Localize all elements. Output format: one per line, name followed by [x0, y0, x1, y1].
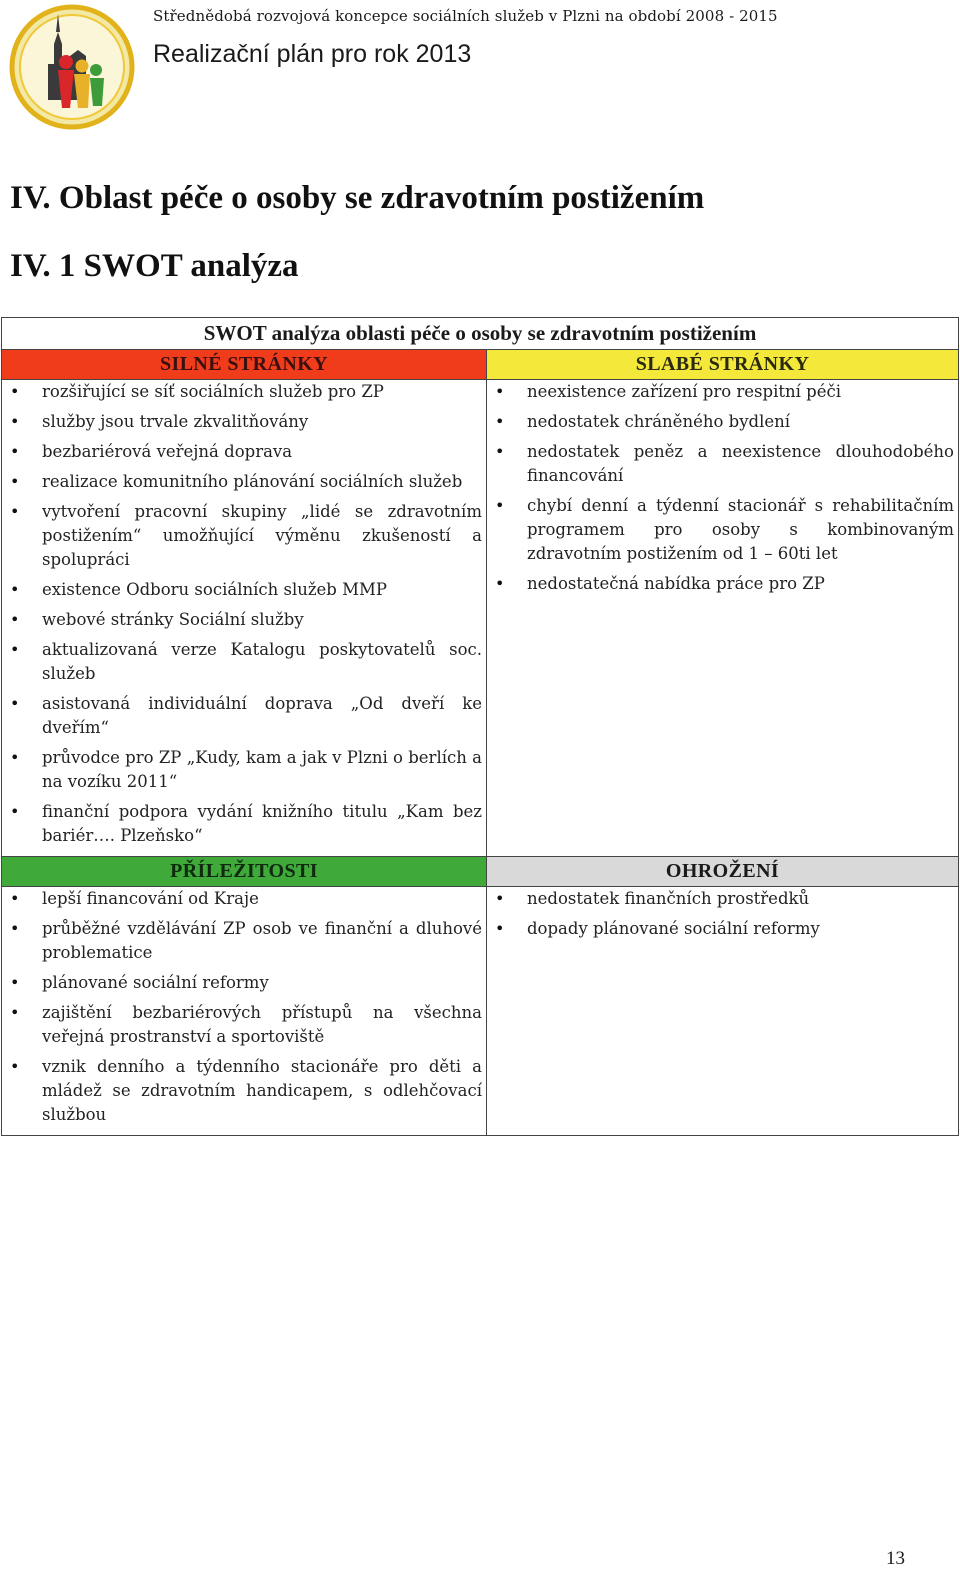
opportunity-item: • lepší financování od Kraje — [2, 887, 482, 911]
strength-item: • webové stránky Sociální služby — [2, 608, 482, 632]
subsection-title: IV. 1 SWOT analýza — [10, 248, 299, 284]
threat-item: • nedostatek finančních prostředků — [487, 887, 954, 911]
weaknesses-header: SLABÉ STRÁNKY — [487, 350, 959, 380]
strength-item: • finanční podpora vydání knižního titulu „Kam bez bariér…. Plzeňsko“ — [2, 800, 482, 848]
opportunity-item: • vznik denního a týdenního stacionáře pro děti a mládež se zdravotním handicapem, s odlehčovací službou — [2, 1055, 482, 1127]
weakness-item: • nedostatek chráněného bydlení — [487, 410, 954, 434]
weakness-item: • nedostatek peněz a neexistence dlouhodobého financování — [487, 440, 954, 488]
weakness-item: • neexistence zařízení pro respitní péči — [487, 380, 954, 404]
section-title: IV. Oblast péče o osoby se zdravotním postižením — [10, 180, 705, 216]
opportunities-cell — [2, 887, 487, 1136]
strength-item: • rozšiřující se síť sociálních služeb pro ZP — [2, 380, 482, 404]
threats-cell — [487, 887, 959, 1136]
opportunities-list — [2, 887, 486, 1135]
strengths-list — [2, 380, 486, 856]
strength-item: • průvodce pro ZP „Kudy, kam a jak v Plzni o berlích a na vozíku 2011“ — [2, 746, 482, 794]
strength-item: • bezbariérová veřejná doprava — [2, 440, 482, 464]
strengths-header: SILNÉ STRÁNKY — [2, 350, 487, 380]
strength-item: • realizace komunitního plánování sociálních služeb — [2, 470, 482, 494]
page-header — [0, 0, 960, 135]
weakness-item: • nedostatečná nabídka práce pro ZP — [487, 572, 954, 596]
weaknesses-cell — [487, 380, 959, 857]
threats-list — [487, 887, 958, 949]
swot-table — [1, 317, 959, 1136]
document-subtitle: Realizační plán pro rok 2013 — [153, 40, 472, 68]
city-logo — [8, 4, 136, 130]
opportunity-item: • průběžné vzdělávání ZP osob ve finanční a dluhové problematice — [2, 917, 482, 965]
strength-item: • aktualizovaná verze Katalogu poskytovatelů soc. služeb — [2, 638, 482, 686]
strength-item: • vytvoření pracovní skupiny „lidé se zdravotním postižením“ umožňující výměnu zkušeností a spolupráci — [2, 500, 482, 572]
document-title: Střednědobá rozvojová koncepce sociálních služeb v Plzni na období 2008 - 2015 — [153, 7, 778, 25]
strength-item: • služby jsou trvale zkvalitňovány — [2, 410, 482, 434]
swot-caption: SWOT analýza oblasti péče o osoby se zdravotním postižením — [2, 318, 959, 350]
opportunity-item: • plánované sociální reformy — [2, 971, 482, 995]
weaknesses-list — [487, 380, 958, 604]
threats-header: OHROŽENÍ — [487, 857, 959, 887]
threat-item: • dopady plánované sociální reformy — [487, 917, 954, 941]
weakness-item: • chybí denní a týdenní stacionář s rehabilitačním programem pro osoby s kombinovaným zdravotním postižením od 1 – 60ti let — [487, 494, 954, 566]
strengths-cell — [2, 380, 487, 857]
opportunities-header: PŘÍLEŽITOSTI — [2, 857, 487, 887]
strength-item: • existence Odboru sociálních služeb MMP — [2, 578, 482, 602]
opportunity-item: • zajištění bezbariérových přístupů na všechna veřejná prostranství a sportoviště — [2, 1001, 482, 1049]
page-number: 13 — [886, 1548, 905, 1569]
strength-item: • asistovaná individuální doprava „Od dveří ke dveřím“ — [2, 692, 482, 740]
